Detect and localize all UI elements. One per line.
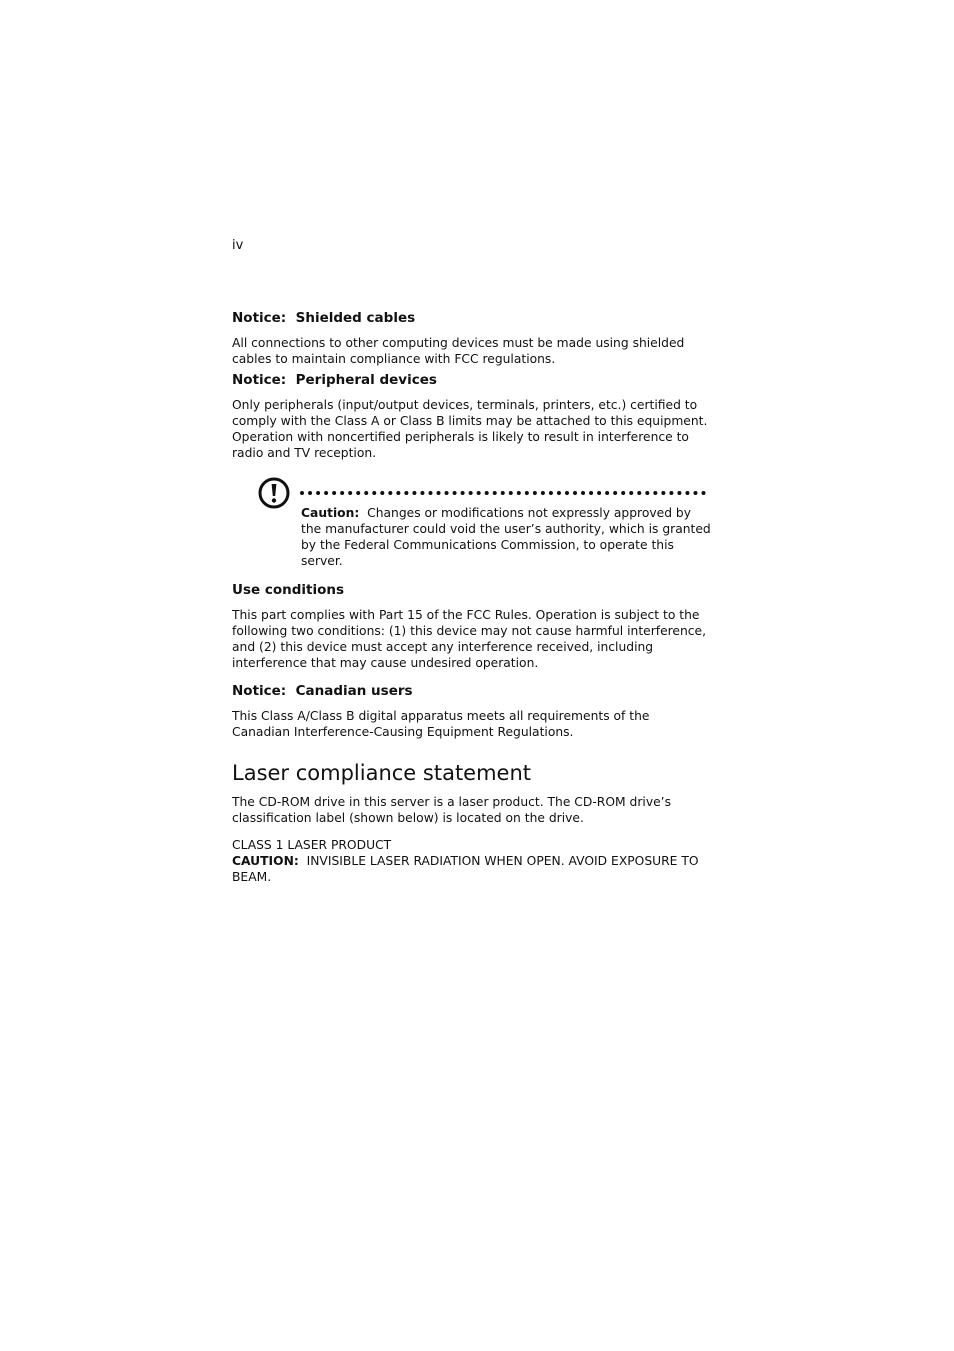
laser-compliance-title: Laser compliance statement: [232, 761, 532, 785]
canadian-users-heading: Notice: Canadian users: [232, 683, 413, 699]
laser-caution-line: [232, 853, 710, 885]
section-shielded-cables: [232, 309, 710, 371]
laser-caution-label: CAUTION:: [232, 854, 299, 868]
laser-class-line: CLASS 1 LASER PRODUCT: [232, 838, 392, 852]
document-body: [232, 309, 710, 885]
caution-dotted-rule: [300, 491, 706, 495]
shielded-cables-text: All connections to other computing devices must be made using shielded cables to maintain compliance with FCC regulations.: [232, 336, 685, 366]
use-conditions-text: This part complies with Part 15 of the FCC Rules. Operation is subject to the following two conditions: (1) this device may not cause harmful interference, and (2) this device must accept any interference received, including interference that may cause undesired operation.: [232, 608, 707, 670]
page-number: iv: [232, 238, 244, 253]
laser-intro: [232, 794, 710, 837]
laser-caution-text: INVISIBLE LASER RADIATION WHEN OPEN. AVOID EXPOSURE TO BEAM.: [232, 854, 699, 884]
caution-body: Changes or modifications not expressly approved by the manufacturer could void the user’s authority, which is granted by the Federal Communications Commission, to operate this server.: [301, 506, 711, 568]
section-peripheral-devices: [232, 371, 710, 477]
canadian-users-text: This Class A/Class B digital apparatus meets all requirements of the Canadian Interference-Causing Equipment Regulations.: [232, 709, 650, 739]
section-use-conditions: [232, 581, 710, 682]
peripheral-devices-text: Only peripherals (input/output devices, terminals, printers, etc.) certified to comply with the Class A or Class B limits may be attached to this equipment. Operation with noncertified peripherals is likely to result in interference to radio and TV reception.: [232, 398, 708, 460]
caution-icon: [258, 477, 290, 509]
use-conditions-heading: Use conditions: [232, 582, 345, 598]
laser-classification-label: [232, 837, 710, 885]
shielded-cables-heading: Notice: Shielded cables: [232, 310, 416, 326]
caution-label: Caution:: [301, 506, 360, 520]
caution-text: [301, 505, 711, 569]
peripheral-devices-heading: Notice: Peripheral devices: [232, 372, 437, 388]
laser-intro-text: The CD-ROM drive in this server is a laser product. The CD-ROM drive’s classification label (shown below) is located on the drive.: [232, 795, 671, 825]
section-canadian-users: [232, 682, 710, 760]
caution-callout: [232, 477, 710, 581]
